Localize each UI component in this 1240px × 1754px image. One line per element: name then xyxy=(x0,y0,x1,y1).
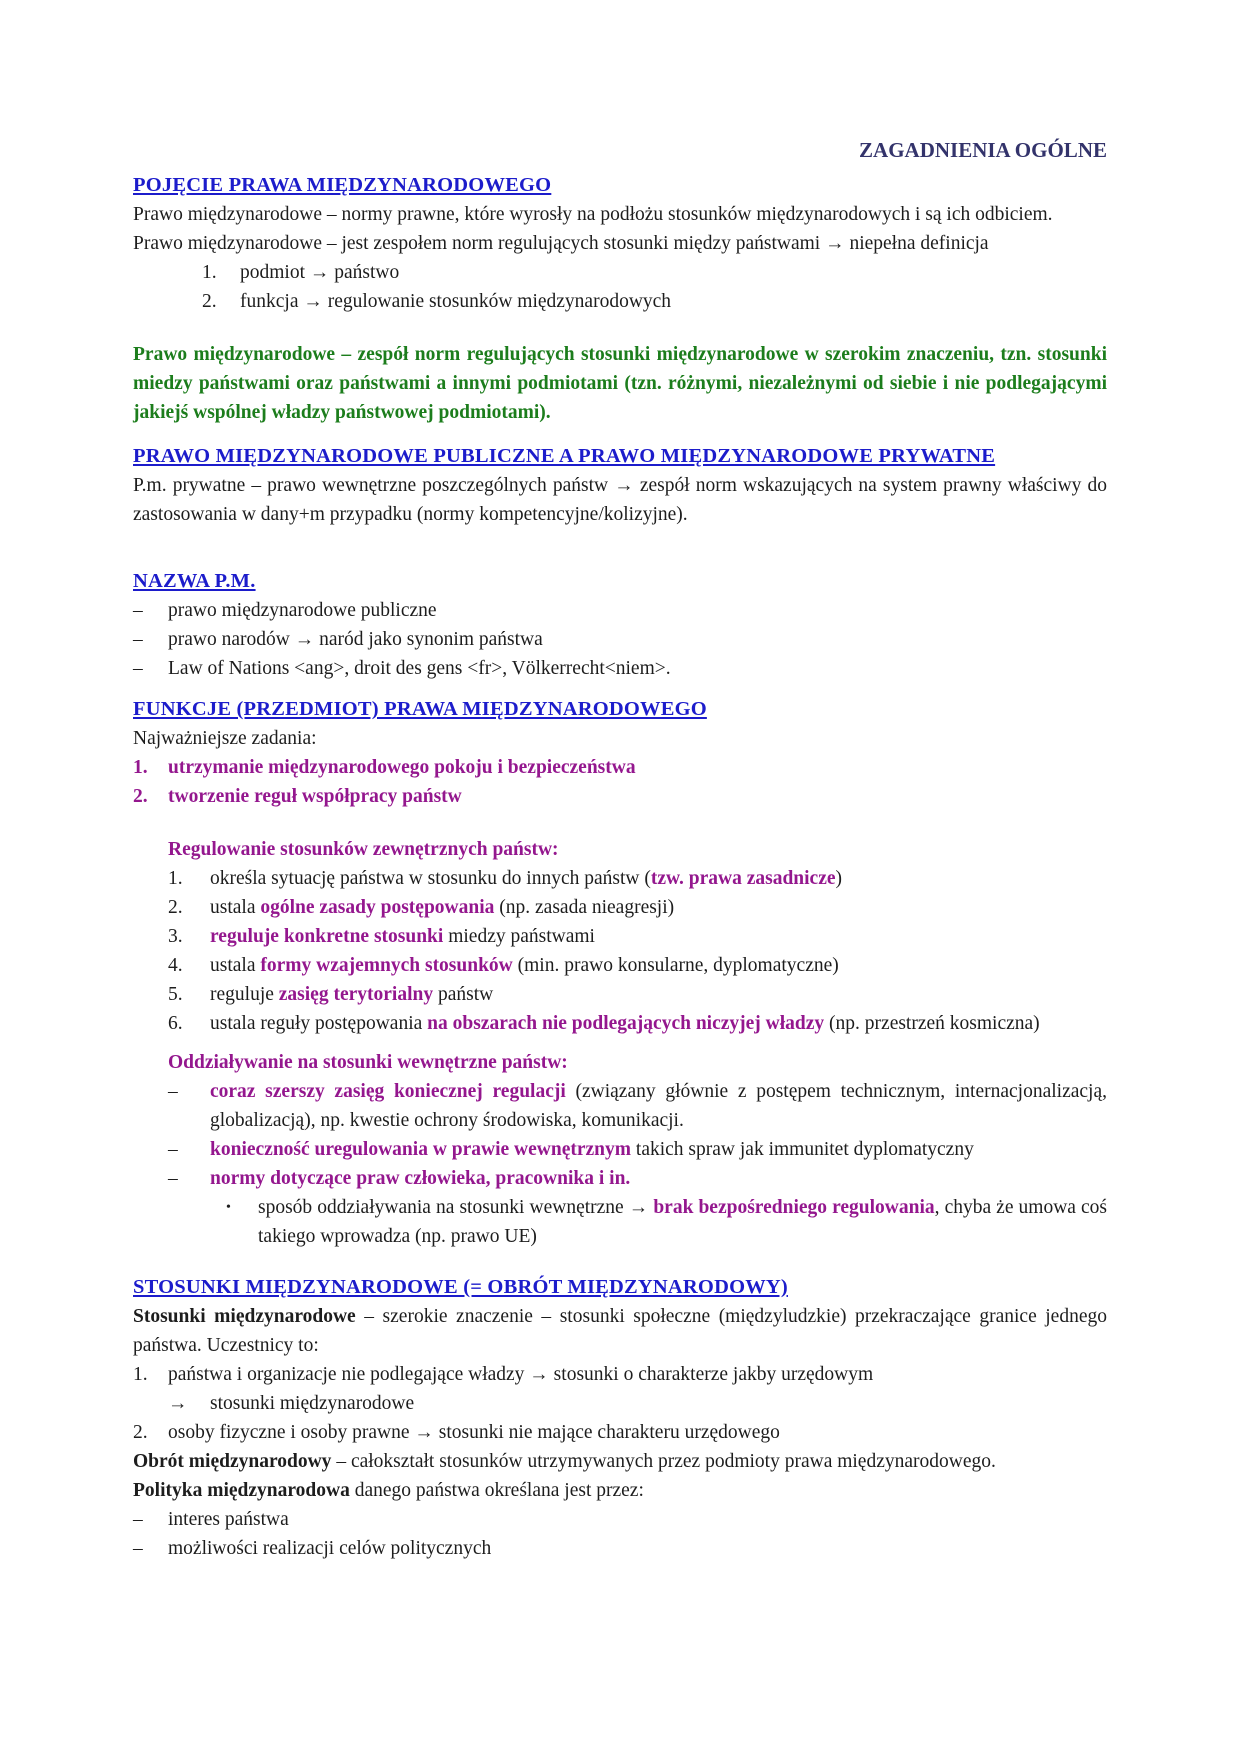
text-run: Najważniejsze zadania: xyxy=(133,728,317,749)
sub-heading-text: Oddziaływanie na stosunki wewnętrzne państw: xyxy=(168,1052,568,1073)
text-run: Law of Nations <ang>, droit des gens <fr>, Völkerrecht<niem>. xyxy=(168,658,671,679)
list-item-text xyxy=(168,625,1107,654)
list-item-text xyxy=(210,922,1107,951)
text-run: Prawo międzynarodowe – jest zespołem norm regulujących stosunki między państwami → niepełna definicja xyxy=(133,233,989,254)
list-item xyxy=(133,951,1107,980)
text-run: formy wzajemnych stosunków xyxy=(260,955,513,976)
list-item xyxy=(133,980,1107,1009)
sub-heading-text: Regulowanie stosunków zewnętrznych państw: xyxy=(168,839,559,860)
text-run: ) xyxy=(835,868,843,889)
list-item-text xyxy=(210,1389,1107,1418)
text-run: (np. zasada nieagresji) xyxy=(494,897,675,918)
sub-heading xyxy=(133,1048,1107,1077)
list-item xyxy=(133,1164,1107,1193)
text-run: reguluje xyxy=(210,984,279,1005)
list-item xyxy=(133,1009,1107,1038)
list-item-text xyxy=(168,782,1107,811)
text-run: Obrót międzynarodowy xyxy=(133,1451,332,1472)
list-item-text xyxy=(210,893,1107,922)
list-item-text xyxy=(168,1418,1107,1447)
blank-line xyxy=(133,811,1107,835)
list-item-text xyxy=(210,864,1107,893)
text-run: miedzy państwami xyxy=(443,926,595,947)
page-header-title: ZAGADNIENIA OGÓLNE xyxy=(859,138,1107,162)
list-item xyxy=(133,258,1107,287)
list-marker: – xyxy=(133,629,143,650)
list-item xyxy=(133,596,1107,625)
text-run: – całokształt stosunków utrzymywanych przez podmioty prawa międzynarodowego. xyxy=(331,1451,996,1472)
text-run: P.m. prywatne – prawo wewnętrzne poszczególnych państw → zespół norm wskazujących na system prawny właściwy do zastosowania w dany+m przypadku (normy kompetencyjne/kolizyjne). xyxy=(133,475,1107,525)
list-item-text xyxy=(240,258,1107,287)
list-marker: 1. xyxy=(202,262,217,283)
definition-paragraph xyxy=(133,340,1107,427)
list-item-text xyxy=(168,654,1107,683)
text-run: konieczność uregulowania w prawie wewnętrznym xyxy=(210,1139,632,1160)
list-item-text xyxy=(258,1193,1107,1251)
text-run: prawo międzynarodowe publiczne xyxy=(168,600,437,621)
list-marker: 5. xyxy=(168,984,183,1005)
list-marker: – xyxy=(168,1139,178,1160)
list-marker: 1. xyxy=(133,1364,148,1385)
list-marker: 4. xyxy=(168,955,183,976)
section-heading-text: STOSUNKI MIĘDZYNARODOWE (= OBRÓT MIĘDZYNARODOWY) xyxy=(133,1276,788,1298)
list-item xyxy=(133,1135,1107,1164)
list-marker: 1. xyxy=(133,757,148,778)
text-run: możliwości realizacji celów politycznych xyxy=(168,1538,492,1559)
text-run: (np. przestrzeń kosmiczna) xyxy=(824,1013,1040,1034)
list-item-text xyxy=(210,1164,1107,1193)
text-run: tworzenie reguł współpracy państw xyxy=(168,786,462,807)
list-item xyxy=(133,1360,1107,1389)
list-marker: 2. xyxy=(168,897,183,918)
section-heading xyxy=(133,1273,1107,1302)
list-item xyxy=(133,1077,1107,1135)
list-item-text xyxy=(168,1360,1107,1389)
list-item xyxy=(133,1534,1107,1563)
paragraph xyxy=(133,1476,1107,1505)
text-run: – szerokie znaczenie – stosunki społeczne (międzyludzkie) przekraczające granice jednego państwa. Uczestnicy to: xyxy=(133,1306,1107,1356)
blank-line xyxy=(133,427,1107,442)
text-run: zasięg terytorialny xyxy=(278,984,434,1005)
section-heading xyxy=(133,567,1107,596)
text-run: Prawo międzynarodowe – zespół norm regulujących stosunki międzynarodowe w szerokim znaczeniu, tzn. stosunki miedzy państwami oraz państwami a innymi podmiotami (tzn. różnymi, niezależnymi od siebie i nie podlegającymi jakiejś wspólnej władzy państwowej podmiotami). xyxy=(133,344,1107,423)
text-run: Prawo międzynarodowe – normy prawne, które wyrosły na podłożu stosunków międzynarodowych i są ich odbiciem. xyxy=(133,204,1053,225)
list-item xyxy=(133,1389,1107,1418)
text-run: takich spraw jak immunitet dyplomatyczny xyxy=(631,1139,974,1160)
list-item xyxy=(133,864,1107,893)
list-marker: → xyxy=(168,1393,188,1414)
list-item xyxy=(133,782,1107,811)
list-marker: • xyxy=(226,1200,231,1215)
list-marker: – xyxy=(168,1081,178,1102)
blank-line xyxy=(133,1251,1107,1273)
list-item xyxy=(133,922,1107,951)
list-item xyxy=(133,1505,1107,1534)
list-item xyxy=(133,893,1107,922)
list-marker: 2. xyxy=(133,786,148,807)
section-heading-text: FUNKCJE (PRZEDMIOT) PRAWA MIĘDZYNARODOWEGO xyxy=(133,698,707,720)
list-item-text xyxy=(168,753,1107,782)
text-run: Stosunki międzynarodowe xyxy=(133,1306,356,1327)
text-run: ustala xyxy=(210,897,261,918)
list-marker: – xyxy=(133,1538,143,1559)
list-marker: – xyxy=(133,600,143,621)
section-heading-text: NAZWA P.M. xyxy=(133,570,256,592)
text-run: (związany głównie z postępem technicznym, internacjonalizacją, globalizacją), np. kwestie ochrony środowiska, komunikacji. xyxy=(210,1081,1107,1131)
text-run: Polityka międzynarodowa xyxy=(133,1480,350,1501)
text-run: określa sytuację państwa w stosunku do innych państw ( xyxy=(210,868,651,889)
list-item xyxy=(133,625,1107,654)
list-item-text xyxy=(168,1534,1107,1563)
text-run: na obszarach nie podlegających niczyjej władzy xyxy=(427,1013,825,1034)
section-heading xyxy=(133,171,1107,200)
text-run: ustala xyxy=(210,955,261,976)
list-marker: 6. xyxy=(168,1013,183,1034)
paragraph xyxy=(133,200,1107,229)
section-heading xyxy=(133,442,1107,471)
list-item xyxy=(133,1418,1107,1447)
paragraph xyxy=(133,229,1107,258)
text-run: prawo narodów → naród jako synonim państwa xyxy=(168,629,543,650)
list-marker: – xyxy=(168,1168,178,1189)
list-item-text xyxy=(168,1505,1107,1534)
text-run: reguluje konkretne stosunki xyxy=(210,926,444,947)
text-run: funkcja → regulowanie stosunków międzynarodowych xyxy=(240,291,672,312)
text-run: stosunki międzynarodowe xyxy=(210,1393,415,1414)
text-run: danego państwa określana jest przez: xyxy=(349,1480,644,1501)
list-item xyxy=(133,753,1107,782)
text-run: państw xyxy=(433,984,494,1005)
list-marker: 2. xyxy=(202,291,217,312)
blank-line xyxy=(133,316,1107,340)
text-run: ogólne zasady postępowania xyxy=(260,897,495,918)
paragraph xyxy=(133,1447,1107,1476)
sub-heading xyxy=(133,835,1107,864)
text-run: brak bezpośredniego regulowania xyxy=(653,1197,935,1218)
text-run: tzw. prawa zasadnicze xyxy=(650,868,836,889)
text-run: ustala reguły postępowania xyxy=(210,1013,428,1034)
document-body xyxy=(133,171,1107,1563)
text-run: interes państwa xyxy=(168,1509,289,1530)
blank-line xyxy=(133,683,1107,695)
section-heading-text: PRAWO MIĘDZYNARODOWE PUBLICZNE A PRAWO MIĘDZYNARODOWE PRYWATNE xyxy=(133,445,996,467)
list-item-text xyxy=(210,1077,1107,1135)
list-item xyxy=(133,287,1107,316)
list-marker: 1. xyxy=(168,868,183,889)
text-run: coraz szerszy zasięg koniecznej regulacji xyxy=(210,1081,566,1102)
list-item-text xyxy=(210,1009,1107,1038)
text-run: osoby fizyczne i osoby prawne → stosunki nie mające charakteru urzędowego xyxy=(168,1422,780,1443)
paragraph xyxy=(133,1302,1107,1360)
text-run: utrzymanie międzynarodowego pokoju i bezpieczeństwa xyxy=(168,757,636,778)
text-run: państwa i organizacje nie podlegające władzy → stosunki o charakterze jakby urzędowym xyxy=(168,1364,874,1385)
text-run: podmiot → państwo xyxy=(240,262,400,283)
list-item-text xyxy=(210,1135,1107,1164)
list-marker: 2. xyxy=(133,1422,148,1443)
section-heading xyxy=(133,695,1107,724)
blank-line xyxy=(133,529,1107,567)
list-item xyxy=(133,1193,1107,1251)
text-run: , chyba że umowa coś takiego wprowadza (np. prawo UE) xyxy=(258,1197,1107,1247)
list-marker: – xyxy=(133,1509,143,1530)
list-item-text xyxy=(210,951,1107,980)
list-item-text xyxy=(168,596,1107,625)
blank-line xyxy=(133,1038,1107,1048)
text-run: sposób oddziaływania na stosunki wewnętrzne → xyxy=(258,1197,654,1218)
list-marker: 3. xyxy=(168,926,183,947)
paragraph xyxy=(133,471,1107,529)
section-heading-text: POJĘCIE PRAWA MIĘDZYNARODOWEGO xyxy=(133,174,552,196)
text-run: (min. prawo konsularne, dyplomatyczne) xyxy=(512,955,839,976)
text-run: normy dotyczące praw człowieka, pracownika i in. xyxy=(210,1168,631,1189)
paragraph xyxy=(133,724,1107,753)
list-marker: – xyxy=(133,658,143,679)
list-item xyxy=(133,654,1107,683)
list-item-text xyxy=(240,287,1107,316)
list-item-text xyxy=(210,980,1107,1009)
